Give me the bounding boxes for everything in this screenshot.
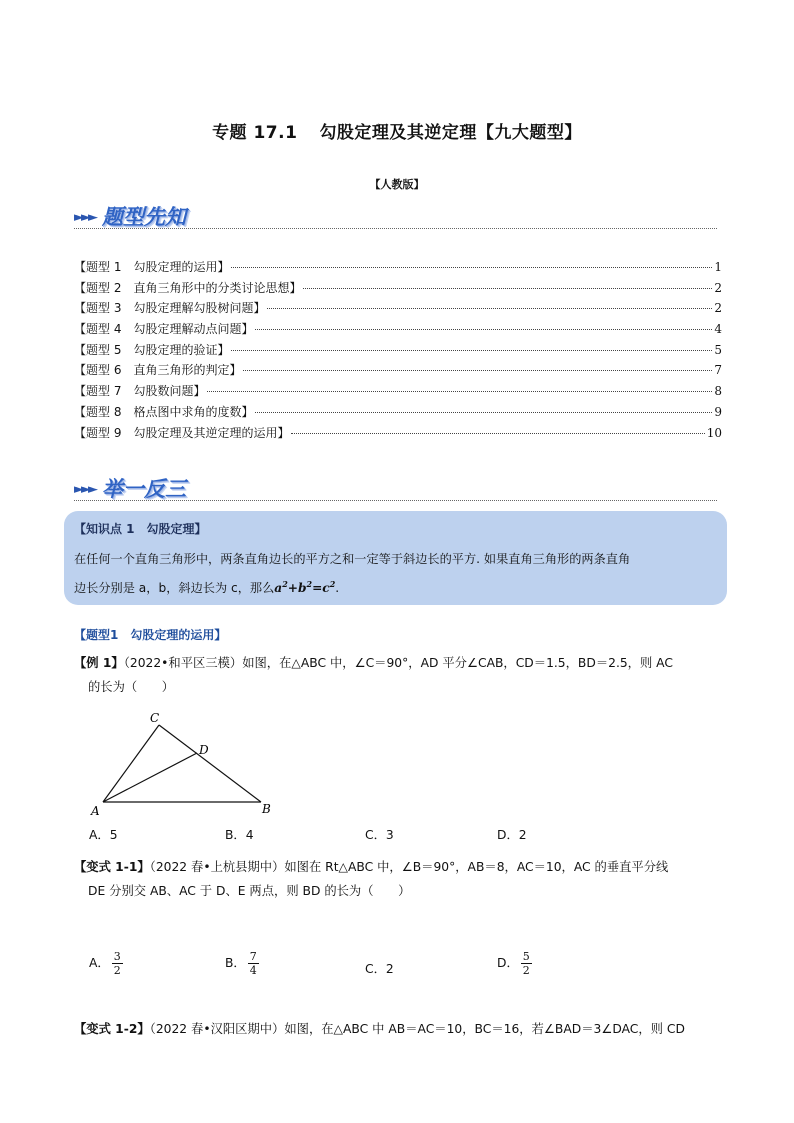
toc-leader-dots xyxy=(291,433,704,434)
toc-leader-dots xyxy=(243,370,712,371)
section-heading xyxy=(74,626,226,643)
fraction xyxy=(521,950,532,977)
toc-leader-dots xyxy=(255,329,712,330)
option-c[interactable]: C．3 xyxy=(365,828,394,842)
toc-entry-prefix: 【题型 1 xyxy=(74,260,122,274)
toc-page-number: 10 xyxy=(706,425,722,440)
variant-1-1-tag: 【变式 1-1】 xyxy=(74,860,150,874)
variant-1-1-options xyxy=(89,950,689,980)
toc-page-number: 1 xyxy=(714,260,722,274)
toc-entry-label xyxy=(74,258,229,275)
vertex-label-d: D xyxy=(199,743,209,757)
toc-entry-prefix: 【题型 9 xyxy=(74,425,122,440)
banner-practice xyxy=(74,473,734,507)
toc-page-number: 4 xyxy=(714,322,722,337)
toc-entry-name: 勾股定理的运用】 xyxy=(133,260,230,274)
fraction-denominator: 2 xyxy=(522,964,530,977)
toc-leader-dots xyxy=(255,412,712,413)
toc-entry-label xyxy=(74,361,241,378)
toc-entry[interactable] xyxy=(74,320,722,341)
formula-sq-b: 2 xyxy=(306,579,313,589)
option-b-label: B． xyxy=(225,956,246,970)
dotted-divider xyxy=(74,228,717,229)
vertex-label-b: B xyxy=(262,802,271,816)
toc-entry[interactable] xyxy=(74,403,722,424)
toc-entry-label xyxy=(74,299,265,316)
knowledge-line-2-text: 边长分别是 a，b，斜边长为 c，那么 xyxy=(74,581,275,596)
arrow-icon: ►►► xyxy=(74,482,95,497)
example-1 xyxy=(74,651,724,699)
knowledge-line-2 xyxy=(74,572,720,601)
toc-entry[interactable] xyxy=(74,258,722,279)
option-d-label: D． xyxy=(497,956,519,970)
example-1-options xyxy=(89,825,689,855)
fraction xyxy=(248,950,259,977)
example-1-line-2: 的长为（ ） xyxy=(88,680,175,694)
option-d[interactable]: D．2 xyxy=(497,828,527,842)
toc-entry-label xyxy=(74,382,205,399)
toc-entry[interactable] xyxy=(74,361,722,382)
banner-types-preview xyxy=(74,201,734,235)
toc-entry-name: 直角三角形的判定】 xyxy=(133,363,242,378)
variant-1-1 xyxy=(74,855,724,903)
vertex-label-a: A xyxy=(91,804,100,818)
knowledge-text xyxy=(74,547,720,601)
segment-ad xyxy=(103,753,197,802)
variant-1-2-tag: 【变式 1-2】 xyxy=(74,1022,150,1036)
variant-1-1-text: （2022 春•上杭县期中）如图在 Rt△ABC 中，∠B＝90°，AB＝8，AC＝10，AC 的垂直平分线 xyxy=(149,860,669,874)
toc-page-number: 2 xyxy=(714,301,722,316)
toc-entry-prefix: 【题型 2 xyxy=(74,280,122,295)
toc-entry-label xyxy=(74,320,253,337)
toc-entry-label xyxy=(74,341,229,358)
toc-entry-name: 勾股定理解动点问题】 xyxy=(133,322,254,337)
toc-leader-dots xyxy=(267,308,712,309)
edition-label: 【人教版】 xyxy=(369,178,425,191)
variant-1-2-line-1 xyxy=(74,1017,724,1041)
fraction-denominator: 4 xyxy=(249,964,257,977)
toc-entry-name: 勾股数问题】 xyxy=(133,384,206,399)
option-a[interactable]: A．5 xyxy=(89,828,118,842)
fraction-numerator: 7 xyxy=(249,950,257,963)
toc-entry-prefix: 【题型 5 xyxy=(74,342,122,357)
dotted-divider xyxy=(74,500,717,501)
toc-entry-prefix: 【题型 8 xyxy=(74,404,122,419)
toc-entry-name: 直角三角形中的分类讨论思想】 xyxy=(133,280,302,295)
variant-1-1-line-1 xyxy=(74,855,724,879)
fraction-numerator: 3 xyxy=(113,950,121,963)
option-d[interactable] xyxy=(497,950,532,977)
variant-1-2 xyxy=(74,1017,724,1041)
table-of-contents xyxy=(74,258,722,444)
toc-entry-prefix: 【题型 6 xyxy=(74,363,122,378)
toc-page-number: 8 xyxy=(714,384,722,399)
toc-entry-name: 勾股定理的验证】 xyxy=(133,342,230,357)
toc-entry-prefix: 【题型 7 xyxy=(74,384,122,399)
knowledge-heading: 【知识点 1 勾股定理】 xyxy=(74,522,207,536)
knowledge-line-1: 在任何一个直角三角形中，两条直角边长的平方之和一定等于斜边长的平方. 如果直角三角形的两条直角 xyxy=(74,552,631,566)
toc-leader-dots xyxy=(231,350,712,351)
toc-leader-dots xyxy=(303,288,712,289)
side-ac xyxy=(103,725,159,802)
option-c[interactable]: C．2 xyxy=(365,962,394,976)
option-a[interactable] xyxy=(89,950,123,977)
pythagorean-formula xyxy=(274,581,335,595)
toc-page-number: 9 xyxy=(714,404,722,419)
toc-entry-label xyxy=(74,279,301,296)
formula-c: =c xyxy=(312,581,330,596)
toc-entry-label xyxy=(74,424,289,441)
toc-entry[interactable] xyxy=(74,279,722,300)
formula-a: a xyxy=(274,581,283,596)
formula-b: +b xyxy=(287,581,307,596)
toc-entry-prefix: 【题型 4 xyxy=(74,322,122,337)
toc-entry-label xyxy=(74,403,253,420)
option-b[interactable] xyxy=(225,950,259,977)
variant-1-1-line-2: DE 分别交 AB、AC 于 D、E 两点，则 BD 的长为（ ） xyxy=(88,884,411,898)
title-number: 专题 17.1 xyxy=(212,123,298,143)
title-text: 勾股定理及其逆定理【九大题型】 xyxy=(319,123,582,143)
fraction xyxy=(112,950,123,977)
toc-leader-dots xyxy=(231,267,712,268)
toc-entry[interactable] xyxy=(74,382,722,403)
formula-sq-a: 2 xyxy=(282,579,288,589)
arrow-icon: ►►► xyxy=(74,210,95,225)
knowledge-box xyxy=(64,511,727,605)
toc-page-number: 7 xyxy=(714,363,722,378)
fraction-denominator: 2 xyxy=(113,964,121,977)
document-title xyxy=(0,118,794,143)
toc-page-number: 2 xyxy=(714,280,722,295)
knowledge-line-2-end: . xyxy=(335,581,340,596)
example-1-line-1 xyxy=(74,651,724,675)
triangle-figure xyxy=(85,710,285,820)
toc-entry-name: 勾股定理解勾股树问题】 xyxy=(133,301,266,316)
toc-entry-name: 勾股定理及其逆定理的运用】 xyxy=(133,425,290,440)
side-cb xyxy=(159,725,261,802)
section-prefix: 【题型1 xyxy=(74,628,119,642)
option-b[interactable]: B．4 xyxy=(225,828,254,842)
formula-sq-c: 2 xyxy=(329,579,336,589)
banner-title: 题型先知 xyxy=(102,205,186,229)
section-name: 勾股定理的运用】 xyxy=(130,628,227,642)
toc-entry-name: 格点图中求角的度数】 xyxy=(133,404,254,419)
toc-entry[interactable] xyxy=(74,299,722,320)
fraction-numerator: 5 xyxy=(522,950,530,963)
toc-leader-dots xyxy=(207,391,712,392)
toc-page-number: 5 xyxy=(714,342,722,357)
example-1-tag: 【例 1】 xyxy=(74,656,124,670)
toc-entry[interactable] xyxy=(74,424,722,445)
example-1-text: （2022•和平区三模）如图，在△ABC 中，∠C＝90°，AD 平分∠CAB，CD＝1.5，BD＝2.5，则 AC xyxy=(123,656,673,670)
banner-title: 举一反三 xyxy=(102,477,186,501)
variant-1-2-text: （2022 春•汉阳区期中）如图，在△ABC 中 AB＝AC＝10，BC＝16，若∠BAD＝3∠DAC，则 CD xyxy=(149,1022,685,1036)
toc-entry[interactable] xyxy=(74,341,722,362)
toc-entry-prefix: 【题型 3 xyxy=(74,301,122,316)
vertex-label-c: C xyxy=(150,711,160,725)
option-a-label: A． xyxy=(89,956,110,970)
